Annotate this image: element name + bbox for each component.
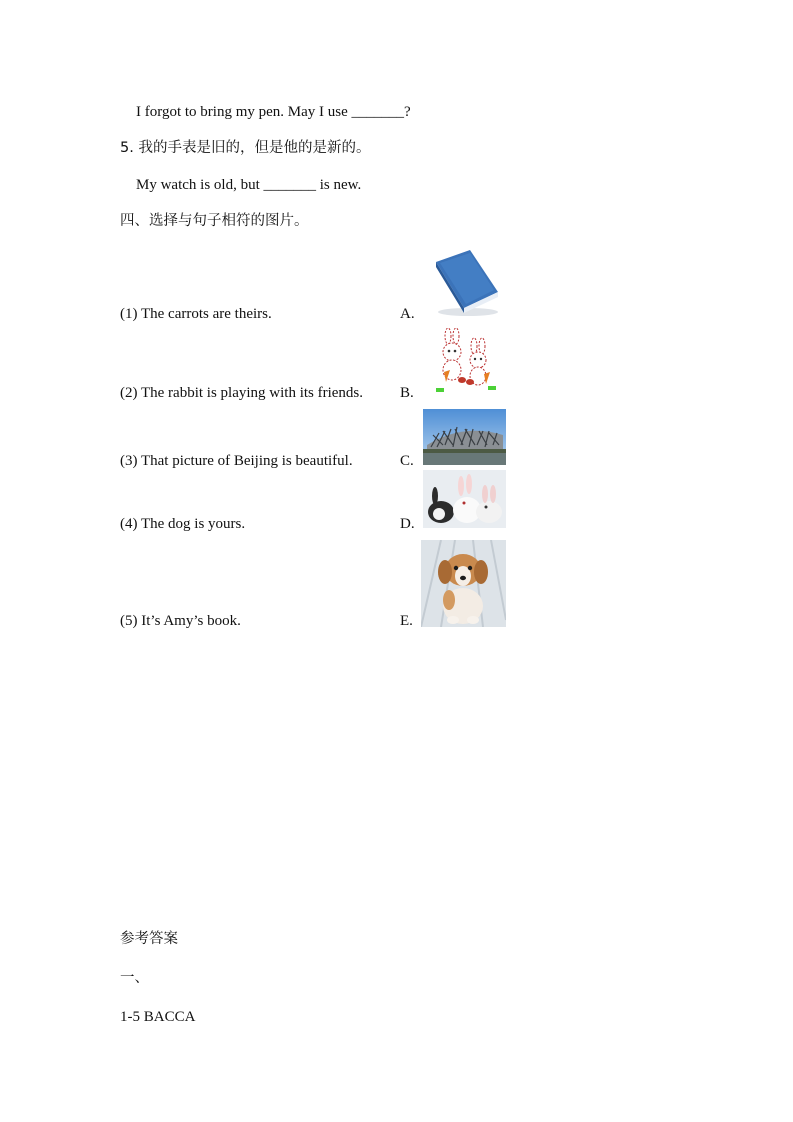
answers-title: 参考答案 [120,931,178,947]
option-letter-c: C. [400,453,414,469]
q5-english-sentence: My watch is old, but _______ is new. [136,177,362,193]
rabbits-photo [423,470,506,528]
item-sentence-1: (1) The carrots are theirs. [120,306,272,322]
item-sentence-4: (4) The dog is yours. [120,516,246,532]
option-letter-a: A. [400,306,415,322]
item-sentence-3: (3) That picture of Beijing is beautiful. [120,453,353,469]
item-sentence-2: (2) The rabbit is playing with its friends. [120,385,364,401]
option-letter-d: D. [400,516,415,532]
cartoon-rabbits-icon [434,328,498,394]
option-letter-e: E. [400,613,413,629]
answers-section-1: 一、 [120,970,149,986]
option-letter-b: B. [400,385,414,401]
item-sentence-5: (5) It’s Amy’s book. [120,613,241,629]
puppy-photo [421,540,506,627]
blue-book-icon [430,248,502,318]
section4-title: 四、选择与句子相符的图片。 [120,213,309,229]
q5-chinese-sentence: 5. 我的手表是旧的，但是他的是新的。 [120,140,371,156]
beijing-building-photo [423,409,506,465]
answers-line-1: 1-5 BACCA [120,1009,196,1025]
q4-english-sentence: I forgot to bring my pen. May I use _______? [136,104,411,120]
